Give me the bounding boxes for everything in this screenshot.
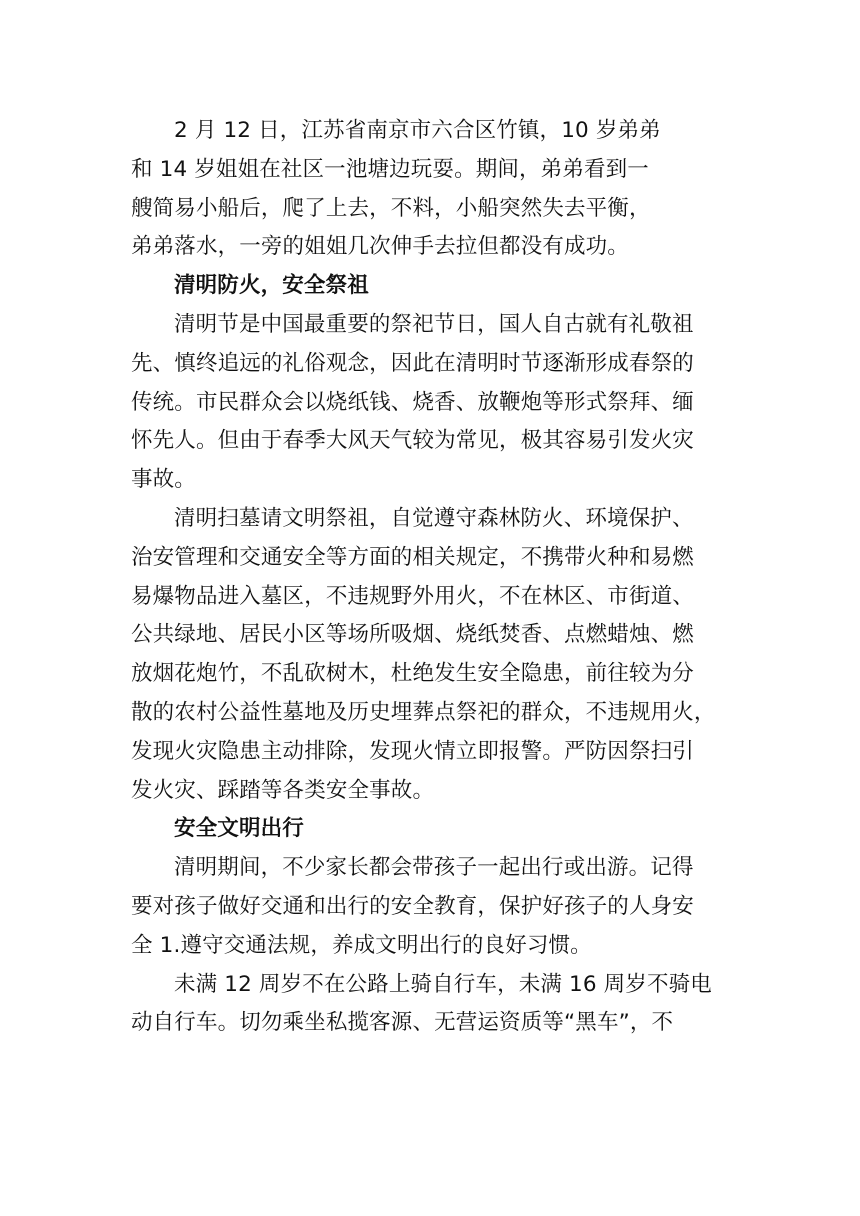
text-line: 艘简易小船后，爬了上去，不料，小船突然失去平衡， [131, 195, 651, 221]
text-line: 公共绿地、居民小区等场所吸烟、烧纸焚香、点燃蜡烛、燃 [131, 622, 694, 648]
document-body [131, 112, 731, 1043]
paragraph-civilized-worship [131, 500, 731, 810]
text-line: 清明期间，不少家长都会带孩子一起出行或出游。记得 [174, 855, 694, 881]
text-line: 易爆物品进入墓区，不违规野外用火，不在林区、市街道、 [131, 583, 694, 609]
text-line: 弟弟落水，一旁的姐姐几次伸手去拉但都没有成功。 [131, 234, 629, 260]
text-line: 和 14 岁姐姐在社区一池塘边玩耍。期间，弟弟看到一 [131, 156, 649, 182]
text-line: 散的农村公益性墓地及历史埋葬点祭祀的群众，不违规用火， [131, 699, 716, 725]
paragraph-drowning-incident [131, 112, 731, 267]
text-line: 治安管理和交通安全等方面的相关规定，不携带火种和易燃 [131, 544, 694, 570]
section-heading-fire-safety [131, 267, 731, 306]
section-heading-travel-safety [131, 810, 731, 849]
text-line: 发现火灾隐患主动排除，发现火情立即报警。严防因祭扫引 [131, 738, 694, 764]
text-line: 发火灾、踩踏等各类安全事故。 [131, 777, 435, 803]
text-line: 放烟花炮竹，不乱砍树木，杜绝发生安全隐患，前往较为分 [131, 661, 694, 687]
text-line: 事故。 [131, 467, 196, 493]
heading-text: 安全文明出行 [174, 816, 304, 842]
paragraph-cycling-rules [131, 966, 731, 1044]
paragraph-qingming-intro [131, 306, 731, 500]
text-line: 要对孩子做好交通和出行的安全教育，保护好孩子的人身安 [131, 893, 694, 919]
text-line: 全 1.遵守交通法规，养成文明出行的良好习惯。 [131, 932, 592, 958]
text-line: 动自行车。切勿乘坐私揽客源、无营运资质等“黑车”，不 [131, 1010, 674, 1036]
text-line: 清明节是中国最重要的祭祀节日，国人自古就有礼敬祖 [174, 311, 694, 337]
text-line: 2 月 12 日，江苏省南京市六合区竹镇，10 岁弟弟 [174, 118, 661, 143]
text-line: 先、慎终追远的礼俗观念，因此在清明时节逐渐形成春祭的 [131, 350, 694, 376]
paragraph-travel-intro [131, 849, 731, 965]
heading-text: 清明防火，安全祭祖 [174, 273, 369, 299]
text-line: 清明扫墓请文明祭祖，自觉遵守森林防火、环境保护、 [174, 505, 694, 531]
text-line: 怀先人。但由于春季大风天气较为常见，极其容易引发火灾 [131, 428, 694, 454]
text-line: 未满 12 周岁不在公路上骑自行车，未满 16 周岁不骑电 [174, 971, 712, 997]
text-line: 传统。市民群众会以烧纸钱、烧香、放鞭炮等形式祭拜、缅 [131, 389, 694, 415]
